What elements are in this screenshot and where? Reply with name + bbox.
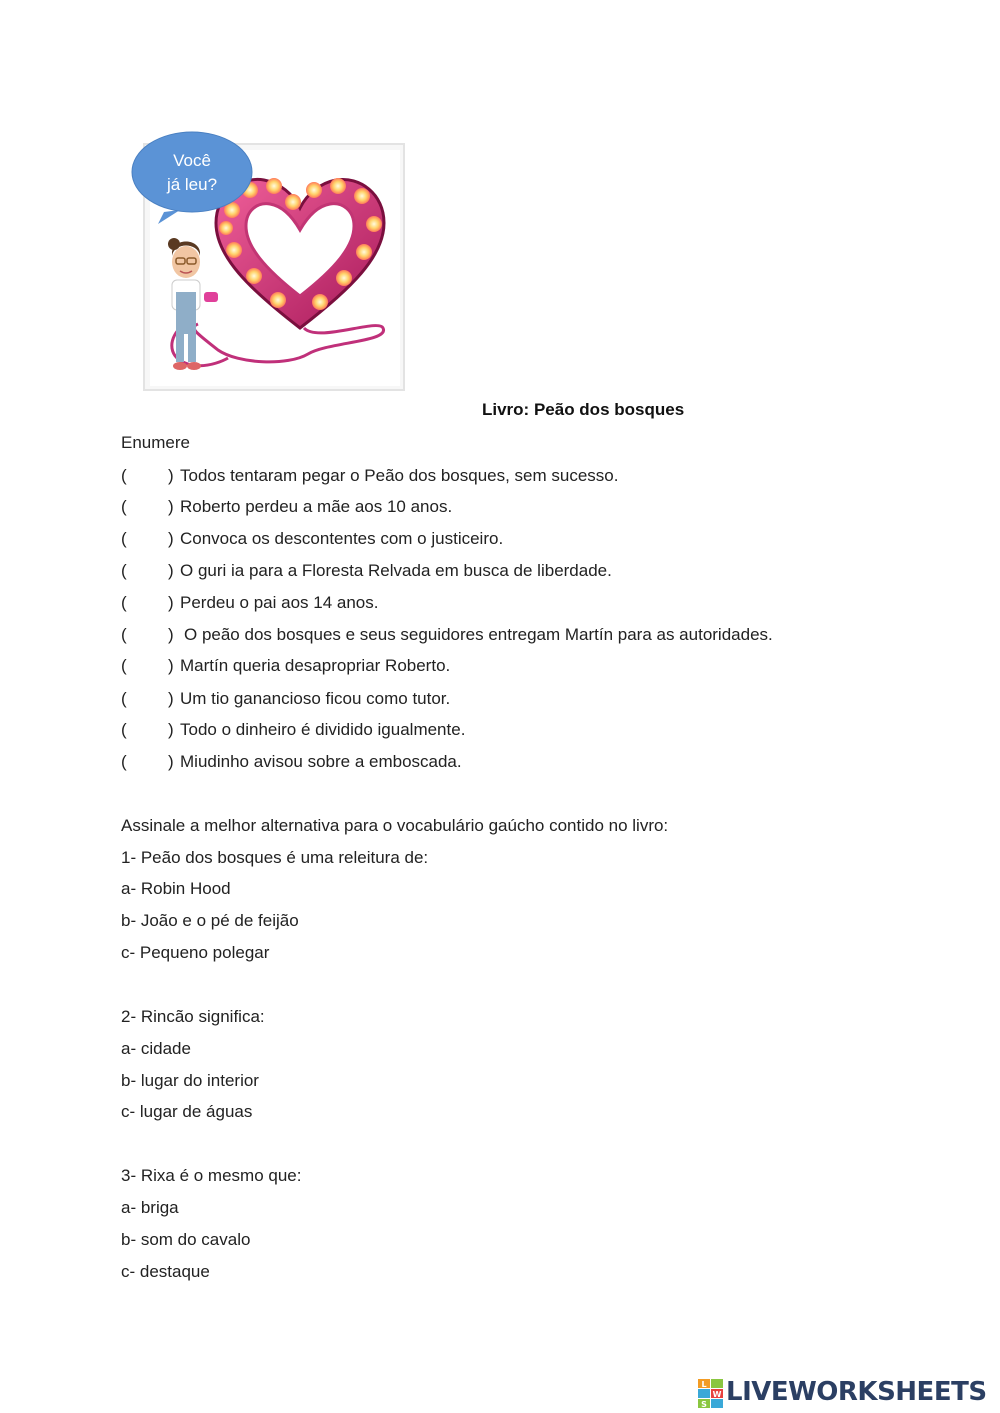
enumerate-item-text: O peão dos bosques e seus seguidores entregam Martín para as autoridades. [184,625,773,644]
blank-close-paren: ) [168,625,174,644]
speech-bubble-line-2: já leu? [166,175,218,194]
blank-open-paren[interactable]: ( [121,466,127,485]
logo-letter-s: S [701,1400,707,1409]
enumerate-item-text: O guri ia para a Floresta Relvada em busca de liberdade. [180,561,612,580]
blank-close-paren: ) [168,497,174,516]
enumerate-item-text: Perdeu o pai aos 14 anos. [180,593,379,612]
enumerate-heading: Enumere [121,433,190,452]
question-3-option-b[interactable]: b- som do cavalo [121,1230,251,1249]
blank-open-paren[interactable]: ( [121,561,127,580]
question-1-option-a[interactable]: a- Robin Hood [121,879,231,898]
blank-close-paren: ) [168,593,174,612]
enumerate-item-text: Martín queria desapropriar Roberto. [180,656,451,675]
enumerate-item-text: Um tio ganancioso ficou como tutor. [180,689,451,708]
question-2-option-b[interactable]: b- lugar do interior [121,1071,259,1090]
book-title: Livro: Peão dos bosques [482,400,685,419]
blank-open-paren[interactable]: ( [121,752,127,771]
heart-illustration [128,128,410,396]
blank-close-paren: ) [168,720,174,739]
question-3-option-c[interactable]: c- destaque [121,1262,210,1281]
blank-close-paren: ) [168,529,174,548]
logo-icon [698,1379,724,1409]
enumerate-item-text: Convoca os descontentes com o justiceiro. [180,529,504,548]
liveworksheets-logo [698,1376,998,1410]
blank-open-paren[interactable]: ( [121,497,127,516]
question-1: 1- Peão dos bosques é uma releitura de: [121,848,429,867]
question-2: 2- Rincão significa: [121,1007,265,1026]
blank-close-paren: ) [168,561,174,580]
question-2-option-a[interactable]: a- cidade [121,1039,191,1058]
enumerate-item-text: Todo o dinheiro é dividido igualmente. [180,720,466,739]
logo-letter-l: L [701,1380,707,1389]
blank-open-paren[interactable]: ( [121,529,127,548]
question-3: 3- Rixa é o mesmo que: [121,1166,302,1185]
enumerate-item-text: Miudinho avisou sobre a emboscada. [180,752,462,771]
blank-close-paren: ) [168,656,174,675]
brand-name: LIVEWORKSHEETS [726,1377,987,1407]
question-1-option-c[interactable]: c- Pequeno polegar [121,943,270,962]
blank-open-paren[interactable]: ( [121,689,127,708]
blank-close-paren: ) [168,752,174,771]
enumerate-item-text: Todos tentaram pegar o Peão dos bosques, sem sucesso. [180,466,619,485]
logo-letter-w: W [712,1390,722,1399]
vocabulary-instruction: Assinale a melhor alternativa para o vocabulário gaúcho contido no livro: [121,816,669,835]
question-1-option-b[interactable]: b- João e o pé de feijão [121,911,299,930]
enumerate-item-text: Roberto perdeu a mãe aos 10 anos. [180,497,453,516]
blank-open-paren[interactable]: ( [121,656,127,675]
question-3-option-a[interactable]: a- briga [121,1198,179,1217]
speech-bubble-line-1: Você [173,151,211,170]
question-2-option-c[interactable]: c- lugar de águas [121,1102,253,1121]
blank-open-paren[interactable]: ( [121,720,127,739]
blank-open-paren[interactable]: ( [121,625,127,644]
blank-close-paren: ) [168,689,174,708]
blank-close-paren: ) [168,466,174,485]
blank-open-paren[interactable]: ( [121,593,127,612]
heart-lamp-image [128,128,410,396]
